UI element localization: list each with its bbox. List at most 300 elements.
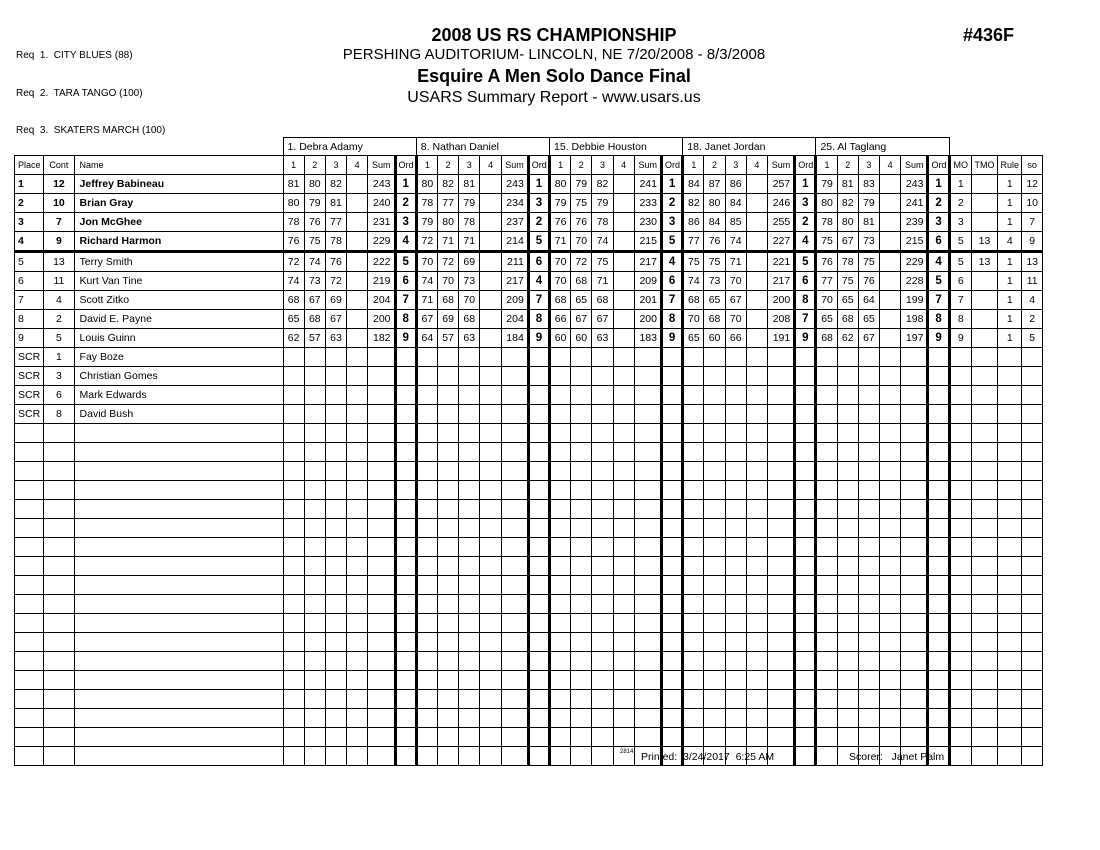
empty-row: [15, 728, 1043, 747]
empty-row: [15, 481, 1043, 500]
score-cell: [613, 252, 634, 272]
sum-cell: [368, 424, 395, 443]
score-cell: [613, 194, 634, 213]
score-cell: [549, 652, 570, 671]
col-header-dance: 2: [704, 156, 725, 175]
mo-cell: [949, 614, 971, 633]
score-cell: [571, 462, 592, 481]
score-cell: [725, 652, 746, 671]
score-cell: [592, 709, 613, 728]
ordinal-cell: [928, 595, 949, 614]
score-cell: [416, 462, 437, 481]
score-cell: [725, 348, 746, 367]
sum-cell: [901, 728, 928, 747]
score-cell: 68: [437, 291, 458, 310]
skater-name: Christian Gomes: [74, 367, 283, 386]
score-cell: 68: [837, 310, 858, 329]
score-cell: [325, 728, 346, 747]
score-cell: [283, 443, 304, 462]
event-title: Esquire A Men Solo Dance Final: [417, 66, 691, 86]
so-cell: [1022, 443, 1043, 462]
sum-cell: [368, 747, 395, 766]
tmo-cell: [971, 557, 997, 576]
score-cell: [325, 576, 346, 595]
ordinal-cell: [928, 728, 949, 747]
score-cell: 80: [816, 194, 837, 213]
skater-name: [74, 614, 283, 633]
cont-cell: 9: [44, 232, 74, 252]
so-cell: [1022, 633, 1043, 652]
ordinal-cell: [528, 500, 549, 519]
score-cell: [459, 709, 480, 728]
score-cell: 76: [816, 252, 837, 272]
sum-cell: [634, 348, 661, 367]
score-cell: 77: [683, 232, 704, 252]
mo-cell: [949, 500, 971, 519]
sum-cell: [368, 538, 395, 557]
score-cell: 81: [459, 175, 480, 194]
score-cell: [549, 386, 570, 405]
rule-cell: [998, 576, 1022, 595]
sum-cell: [368, 728, 395, 747]
sum-cell: 215: [634, 232, 661, 252]
sum-cell: [368, 405, 395, 424]
report-subtitle: USARS Summary Report - www.usars.us: [407, 89, 701, 106]
sum-cell: [901, 633, 928, 652]
place-cell: 3: [15, 213, 44, 232]
score-cell: [858, 614, 879, 633]
mo-cell: 3: [949, 213, 971, 232]
score-cell: [746, 213, 767, 232]
sum-cell: [901, 481, 928, 500]
score-cell: [704, 386, 725, 405]
score-cell: 69: [437, 310, 458, 329]
score-cell: 64: [858, 291, 879, 310]
sum-cell: 227: [768, 232, 795, 252]
sum-cell: [768, 405, 795, 424]
score-cell: [880, 462, 901, 481]
ordinal-cell: [395, 424, 416, 443]
rule-cell: [998, 462, 1022, 481]
rule-cell: [998, 690, 1022, 709]
sum-cell: [501, 348, 528, 367]
score-cell: [459, 443, 480, 462]
score-cell: [347, 194, 368, 213]
score-cell: [480, 252, 501, 272]
ordinal-cell: [528, 633, 549, 652]
score-cell: [725, 481, 746, 500]
score-cell: [325, 462, 346, 481]
so-cell: [1022, 576, 1043, 595]
ordinal-cell: [395, 462, 416, 481]
skater-name: [74, 557, 283, 576]
so-cell: [1022, 614, 1043, 633]
score-cell: [304, 671, 325, 690]
tmo-cell: [971, 747, 997, 766]
skater-name: [74, 519, 283, 538]
empty-row: [15, 614, 1043, 633]
score-cell: [325, 481, 346, 500]
empty-row: [15, 595, 1043, 614]
so-cell: [1022, 557, 1043, 576]
ordinal-cell: [661, 557, 682, 576]
score-cell: [283, 386, 304, 405]
requirement-3: Req 3. SKATERS MARCH (100): [16, 125, 166, 136]
score-cell: [437, 538, 458, 557]
score-cell: 70: [416, 252, 437, 272]
rule-cell: [998, 595, 1022, 614]
ordinal-cell: [395, 500, 416, 519]
score-cell: 75: [592, 252, 613, 272]
sum-cell: 229: [368, 232, 395, 252]
sum-cell: 240: [368, 194, 395, 213]
cont-cell: [44, 576, 74, 595]
sum-cell: [634, 443, 661, 462]
score-cell: 71: [459, 232, 480, 252]
so-cell: 13: [1022, 252, 1043, 272]
score-cell: 76: [858, 272, 879, 291]
score-cell: 71: [725, 252, 746, 272]
sum-cell: [634, 538, 661, 557]
tmo-cell: [971, 633, 997, 652]
empty-row: [15, 462, 1043, 481]
score-cell: [683, 557, 704, 576]
score-cell: [837, 614, 858, 633]
sum-cell: [634, 557, 661, 576]
sum-cell: 257: [768, 175, 795, 194]
score-cell: [592, 614, 613, 633]
score-cell: [480, 690, 501, 709]
place-cell: 6: [15, 272, 44, 291]
col-header-sum: Sum: [368, 156, 395, 175]
empty-row: [15, 424, 1043, 443]
score-cell: [459, 614, 480, 633]
mo-cell: [949, 576, 971, 595]
score-cell: 73: [459, 272, 480, 291]
score-cell: [746, 252, 767, 272]
score-cell: [683, 595, 704, 614]
judge-name: 15. Debbie Houston: [549, 138, 682, 156]
score-cell: [858, 576, 879, 595]
sum-cell: [768, 652, 795, 671]
sum-cell: [501, 557, 528, 576]
score-cell: 60: [549, 329, 570, 348]
ordinal-cell: [661, 690, 682, 709]
score-cell: [325, 519, 346, 538]
ordinal-cell: [395, 443, 416, 462]
score-cell: [725, 728, 746, 747]
score-cell: [325, 595, 346, 614]
score-cell: [437, 595, 458, 614]
score-cell: [592, 595, 613, 614]
score-cell: [480, 175, 501, 194]
so-cell: [1022, 728, 1043, 747]
score-cell: 81: [283, 175, 304, 194]
score-cell: 84: [704, 213, 725, 232]
score-cell: [592, 690, 613, 709]
col-header-dance: 4: [480, 156, 501, 175]
score-cell: [347, 252, 368, 272]
score-cell: [480, 576, 501, 595]
sum-cell: [768, 348, 795, 367]
score-cell: [283, 462, 304, 481]
ordinal-cell: [795, 405, 816, 424]
score-cell: [480, 194, 501, 213]
empty-row: [15, 690, 1043, 709]
score-cell: [459, 348, 480, 367]
score-cell: [347, 595, 368, 614]
score-cell: [837, 348, 858, 367]
sum-cell: 243: [368, 175, 395, 194]
score-cell: [459, 519, 480, 538]
score-cell: [549, 728, 570, 747]
score-cell: [347, 213, 368, 232]
tmo-cell: [971, 443, 997, 462]
sum-cell: [768, 614, 795, 633]
score-cell: 72: [416, 232, 437, 252]
rule-cell: [998, 481, 1022, 500]
sum-cell: [901, 367, 928, 386]
ordinal-cell: [661, 633, 682, 652]
score-cell: 70: [725, 310, 746, 329]
score-cell: 81: [837, 175, 858, 194]
score-cell: [704, 538, 725, 557]
result-row: [15, 272, 1043, 291]
mo-cell: [949, 481, 971, 500]
score-cell: [725, 462, 746, 481]
skater-name: [74, 728, 283, 747]
sum-cell: 184: [501, 329, 528, 348]
ordinal-cell: 6: [661, 272, 682, 291]
score-cell: 75: [683, 252, 704, 272]
header-spacer: [15, 138, 284, 156]
score-cell: [480, 424, 501, 443]
score-cell: 76: [549, 213, 570, 232]
score-cell: [571, 386, 592, 405]
score-cell: [880, 595, 901, 614]
sum-cell: [368, 367, 395, 386]
score-cell: [613, 614, 634, 633]
so-cell: [1022, 709, 1043, 728]
ordinal-cell: [528, 747, 549, 766]
score-cell: [571, 671, 592, 690]
score-cell: 74: [283, 272, 304, 291]
tmo-cell: [971, 310, 997, 329]
mo-cell: [949, 538, 971, 557]
cont-cell: [44, 424, 74, 443]
sum-cell: [634, 500, 661, 519]
empty-row: [15, 671, 1043, 690]
score-cell: [746, 272, 767, 291]
score-cell: [283, 728, 304, 747]
requirement-1: Req 1. CITY BLUES (88): [16, 50, 133, 61]
so-cell: [1022, 652, 1043, 671]
sum-cell: [501, 538, 528, 557]
sum-cell: 214: [501, 232, 528, 252]
rule-cell: 1: [998, 175, 1022, 194]
cont-cell: [44, 652, 74, 671]
mo-cell: [949, 443, 971, 462]
ordinal-cell: [528, 481, 549, 500]
ordinal-cell: [528, 519, 549, 538]
so-cell: 11: [1022, 272, 1043, 291]
place-cell: SCR: [15, 348, 44, 367]
cont-cell: [44, 633, 74, 652]
score-cell: 67: [592, 310, 613, 329]
score-cell: [571, 424, 592, 443]
ordinal-cell: 6: [928, 232, 949, 252]
score-cell: 67: [837, 232, 858, 252]
col-header-ord: Ord: [528, 156, 549, 175]
score-cell: 79: [858, 194, 879, 213]
ordinal-cell: 7: [661, 291, 682, 310]
score-cell: [325, 690, 346, 709]
score-cell: [746, 690, 767, 709]
score-cell: [704, 690, 725, 709]
ordinal-cell: [395, 633, 416, 652]
score-cell: 65: [283, 310, 304, 329]
score-cell: 78: [816, 213, 837, 232]
place-cell: [15, 462, 44, 481]
score-cell: [480, 652, 501, 671]
rule-cell: 1: [998, 291, 1022, 310]
sum-cell: [634, 576, 661, 595]
score-cell: [837, 462, 858, 481]
ordinal-cell: [928, 690, 949, 709]
place-cell: [15, 671, 44, 690]
score-cell: 66: [549, 310, 570, 329]
score-cell: [480, 481, 501, 500]
score-cell: [283, 538, 304, 557]
score-cell: 74: [416, 272, 437, 291]
score-cell: [571, 500, 592, 519]
score-cell: [704, 462, 725, 481]
sum-cell: [901, 671, 928, 690]
score-cell: [480, 310, 501, 329]
score-cell: [347, 310, 368, 329]
score-cell: [571, 576, 592, 595]
score-cell: [880, 252, 901, 272]
score-cell: 80: [283, 194, 304, 213]
score-cell: [837, 690, 858, 709]
score-cell: [816, 386, 837, 405]
score-cell: 73: [858, 232, 879, 252]
place-cell: 4: [15, 232, 44, 252]
tmo-cell: [971, 272, 997, 291]
ordinal-cell: [928, 519, 949, 538]
score-cell: [858, 595, 879, 614]
rule-cell: [998, 557, 1022, 576]
score-cell: [304, 709, 325, 728]
score-cell: [858, 557, 879, 576]
ordinal-cell: [661, 595, 682, 614]
score-cell: 70: [725, 272, 746, 291]
skater-name: Mark Edwards: [74, 386, 283, 405]
score-cell: 76: [325, 252, 346, 272]
ordinal-cell: [395, 595, 416, 614]
ordinal-cell: [928, 709, 949, 728]
ordinal-cell: [661, 709, 682, 728]
sum-cell: 183: [634, 329, 661, 348]
sum-cell: [634, 405, 661, 424]
score-cell: [437, 462, 458, 481]
sum-cell: [901, 424, 928, 443]
col-header-so: so: [1022, 156, 1043, 175]
score-cell: 66: [725, 329, 746, 348]
sum-cell: [368, 690, 395, 709]
sum-cell: [501, 386, 528, 405]
requirement-2: Req 2. TARA TANGO (100): [16, 87, 143, 99]
rule-cell: [998, 652, 1022, 671]
ordinal-cell: [661, 576, 682, 595]
ordinal-cell: 9: [395, 329, 416, 348]
place-cell: [15, 709, 44, 728]
score-cell: [837, 671, 858, 690]
score-cell: [571, 595, 592, 614]
sum-cell: 182: [368, 329, 395, 348]
score-cell: [480, 614, 501, 633]
sum-cell: 198: [901, 310, 928, 329]
score-cell: [437, 405, 458, 424]
score-cell: [437, 386, 458, 405]
score-cell: [746, 194, 767, 213]
score-cell: 68: [283, 291, 304, 310]
score-cell: [480, 462, 501, 481]
score-cell: [283, 481, 304, 500]
score-cell: [571, 690, 592, 709]
score-cell: [549, 500, 570, 519]
score-cell: [304, 595, 325, 614]
score-cell: [416, 576, 437, 595]
score-cell: [880, 614, 901, 633]
tmo-cell: [971, 652, 997, 671]
score-cell: [613, 213, 634, 232]
score-cell: [416, 709, 437, 728]
ordinal-cell: 8: [528, 310, 549, 329]
ordinal-cell: 7: [928, 291, 949, 310]
sum-cell: [501, 500, 528, 519]
score-cell: [304, 652, 325, 671]
score-cell: [283, 519, 304, 538]
place-cell: SCR: [15, 405, 44, 424]
ordinal-cell: [661, 386, 682, 405]
score-cell: [613, 405, 634, 424]
score-cell: [283, 595, 304, 614]
sum-cell: [501, 671, 528, 690]
sum-cell: 230: [634, 213, 661, 232]
ordinal-cell: [528, 576, 549, 595]
ordinal-cell: [928, 405, 949, 424]
ordinal-cell: [528, 614, 549, 633]
ordinal-cell: [395, 747, 416, 766]
score-cell: [592, 671, 613, 690]
score-cell: [704, 633, 725, 652]
score-cell: [837, 728, 858, 747]
score-cell: 71: [416, 291, 437, 310]
sum-cell: [368, 633, 395, 652]
score-cell: 65: [858, 310, 879, 329]
ordinal-cell: 5: [928, 272, 949, 291]
col-header-cont: Cont: [44, 156, 74, 175]
sum-cell: [901, 576, 928, 595]
score-cell: [304, 538, 325, 557]
score-cell: [571, 652, 592, 671]
score-cell: [704, 424, 725, 443]
ordinal-cell: [661, 614, 682, 633]
tmo-cell: [971, 175, 997, 194]
score-cell: [549, 690, 570, 709]
mo-cell: [949, 424, 971, 443]
